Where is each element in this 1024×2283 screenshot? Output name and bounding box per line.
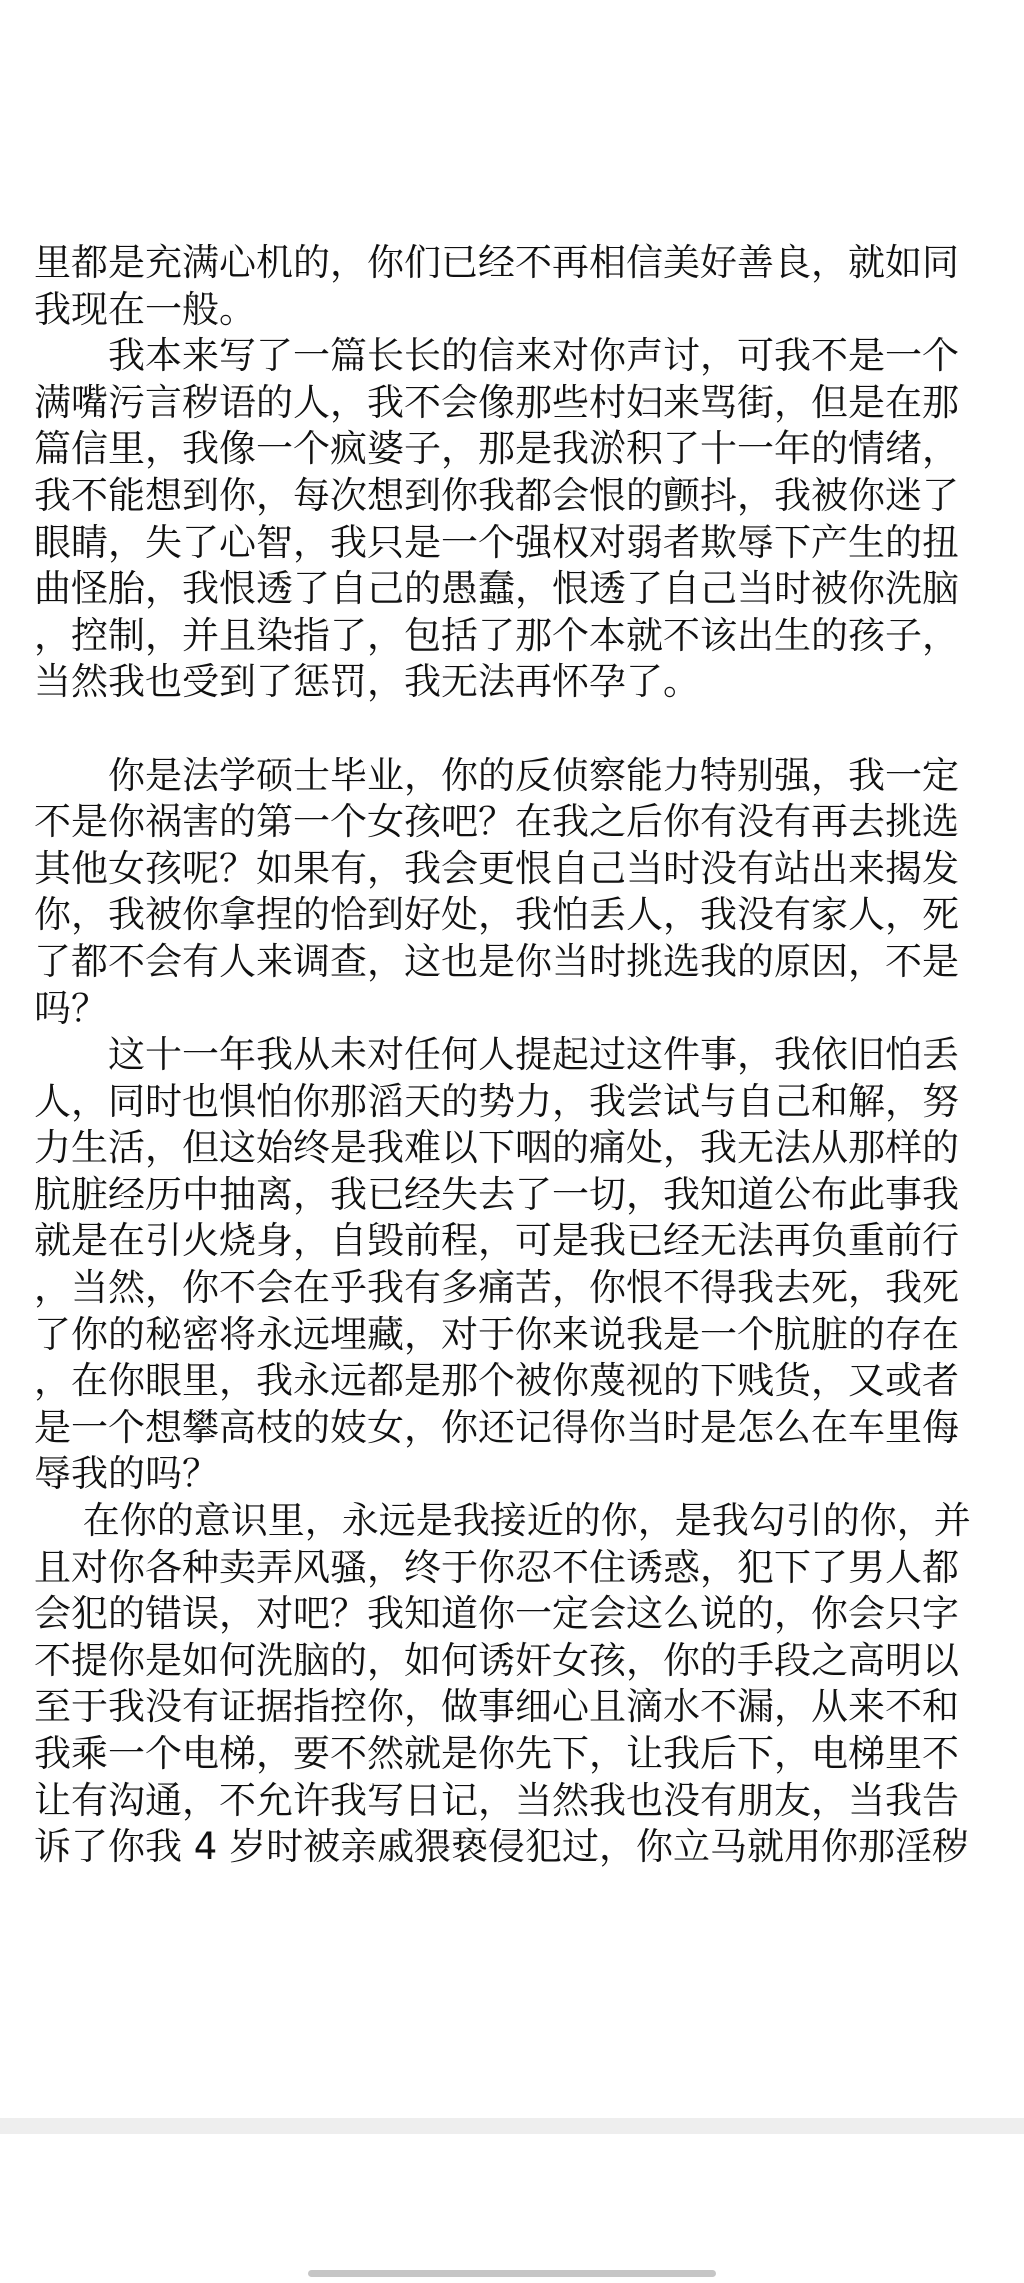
text-line: 我乘一个电梯，要不然就是你先下，让我后下，电梯里不 [34,1732,959,1775]
text-line: 至于我没有证据指控你，做事细心且滴水不漏，从来不和 [34,1685,959,1729]
text-line: 人，同时也惧怕你那滔天的势力，我尝试与自己和解，努 [34,1079,959,1123]
bottom-blank-area [0,2134,1024,2283]
text-line: 你，我被你拿捏的恰到好处，我怕丢人，我没有家人，死 [34,893,959,937]
text-line: 满嘴污言秽语的人，我不会像那些村妇来骂街，但是在那 [34,380,959,424]
text-line: ，控制，并且染指了，包括了那个本就不该出生的孩子， [34,613,959,657]
text-line: 你是法学硕士毕业，你的反侦察能力特别强，我一定 [34,753,959,797]
text-line: 曲怪胎，我恨透了自己的愚蠢，恨透了自己当时被你洗脑 [34,567,959,611]
text-line: 就是在引火烧身，自毁前程，可是我已经无法再负重前行 [34,1219,959,1263]
text-line: 会犯的错误，对吧？我知道你一定会这么说的，你会只字 [34,1592,959,1636]
text-line: 辱我的吗？ [34,1452,219,1496]
text-line: 篇信里，我像一个疯婆子，那是我淤积了十一年的情绪， [34,427,959,471]
page-separator [0,2118,1024,2134]
text-line: ，当然，你不会在乎我有多痛苦，你恨不得我去死，我死 [34,1266,959,1310]
text-line: 眼睛，失了心智，我只是一个强权对弱者欺辱下产生的扭 [34,520,959,564]
text-line: 吗？ [34,986,108,1030]
letter-text [34,240,1004,1871]
home-indicator[interactable] [308,2270,716,2277]
text-line: 力生活，但这始终是我难以下咽的痛处，我无法从那样的 [34,1126,959,1170]
text-line: 在你的意识里，永远是我接近的你，是我勾引的你，并 [34,1499,971,1543]
text-line: 我现在一般。 [34,287,256,331]
text-line: 不提你是如何洗脑的，如何诱奸女孩，你的手段之高明以 [34,1638,959,1682]
text-line: 肮脏经历中抽离，我已经失去了一切，我知道公布此事我 [34,1172,959,1216]
text-line: 了都不会有人来调查，这也是你当时挑选我的原因，不是 [34,939,959,983]
text-line: 诉了你我 4 岁时被亲戚猥亵侵犯过，你立马就用你那淫秽 [34,1825,970,1869]
text-line: 里都是充满心机的，你们已经不再相信美好善良，就如同 [34,241,959,284]
text-line: 不是你祸害的第一个女孩吧？在我之后你有没有再去挑选 [34,800,959,844]
text-line: 当然我也受到了惩罚，我无法再怀孕了。 [34,660,700,704]
paragraph-gap [34,706,1004,753]
text-line: 其他女孩呢？如果有，我会更恨自己当时没有站出来揭发 [34,846,959,890]
text-line: 且对你各种卖弄风骚，终于你忍不住诱惑，犯下了男人都 [34,1545,959,1589]
text-line: 我不能想到你，每次想到你我都会恨的颤抖，我被你迷了 [34,473,959,517]
text-line: 是一个想攀高枝的妓女，你还记得你当时是怎么在车里侮 [34,1405,959,1449]
text-line: 了你的秘密将永远埋藏，对于你来说我是一个肮脏的存在 [34,1312,959,1356]
text-line: ，在你眼里，我永远都是那个被你蔑视的下贱货，又或者 [34,1359,959,1403]
text-line: 让有沟通，不允许我写日记，当然我也没有朋友，当我告 [34,1778,959,1822]
text-line: 这十一年我从未对任何人提起过这件事，我依旧怕丢 [34,1033,959,1077]
text-line: 我本来写了一篇长长的信来对你声讨，可我不是一个 [34,334,959,378]
